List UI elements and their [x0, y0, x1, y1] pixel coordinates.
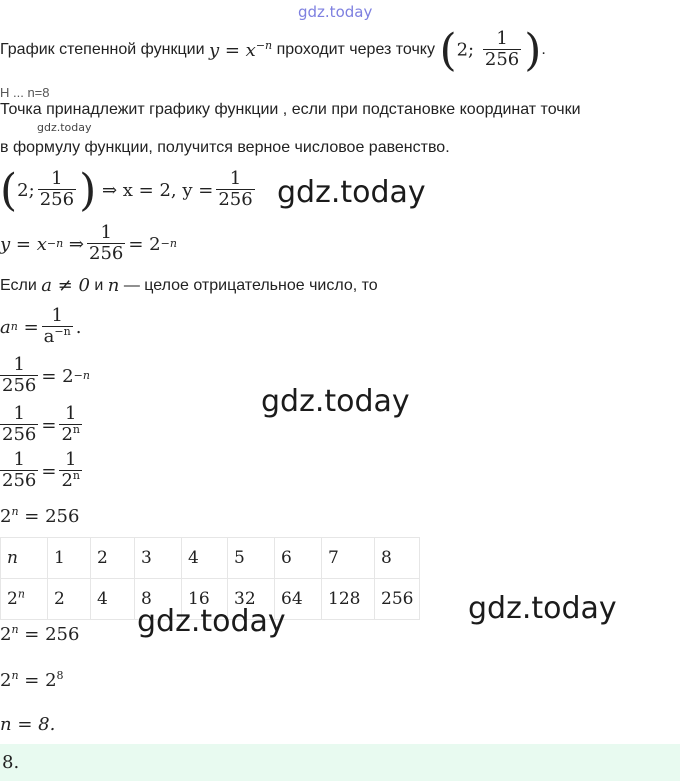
table-cell: 2 — [48, 579, 91, 620]
intro-line: График степенной функции $y = x^{-n}$ проходит через точку (2; $\frac{1}{256}$ ) . — [0, 24, 546, 76]
intro-point: (2; $\frac{1}{256}$ ) — [439, 24, 542, 76]
equation-7: n = 8. — [0, 714, 56, 735]
table-cell: 2 — [91, 538, 135, 579]
rule-formula: a n = $\frac{1}{a^{-n}}$ . — [0, 305, 82, 348]
condition-line: Если a ≠ 0 и n — целое отрицательное число, то — [0, 275, 378, 296]
table-cell: 8 — [135, 579, 182, 620]
watermark-2: gdz.today — [261, 384, 410, 419]
rule-line-1: Точка принадлежит графику функции , если при подстановке координат точки — [0, 101, 581, 118]
answer-box: 8. — [0, 744, 680, 781]
table-cell: 1 — [48, 538, 91, 579]
table-cell: 8 — [375, 538, 420, 579]
table-cell: 256 — [375, 579, 420, 620]
table-cell: n — [1, 538, 48, 579]
step-2: y = x −n ⇒ $\frac{1}{256}$ = 2 −n — [0, 222, 177, 265]
partial-line: Н ... n=8 — [0, 85, 50, 100]
step-1: ( 2; $\frac{1}{256}$ ) ⇒ x = 2, y = $\frac{1}{256}$ — [0, 164, 253, 216]
table-cell: 128 — [322, 579, 375, 620]
equation-1: $\frac{1}{256}$ = 2 −n — [2, 354, 90, 397]
watermark-1: gdz.today — [277, 175, 426, 210]
watermark-3: gdz.today — [468, 591, 617, 626]
table-cell: 6 — [275, 538, 322, 579]
equation-5: 2$^n$ = 256 — [0, 623, 80, 645]
table-cell: 7 — [322, 538, 375, 579]
table-row — [1, 538, 420, 579]
rule-line-2: в формулу функции, получится верное числовое равенство. — [0, 139, 450, 156]
intro-mid: проходит через точку — [276, 41, 435, 58]
equation-6: $2^n = 2^8$ — [0, 669, 64, 691]
watermark-4: gdz.today — [137, 604, 286, 639]
table-cell: 3 — [135, 538, 182, 579]
table-cell: 4 — [91, 579, 135, 620]
watermark-top: gdz.today — [298, 3, 373, 21]
intro-prefix: График степенной функции — [0, 41, 205, 58]
equation-4: 2$^n$ = 256 — [0, 505, 80, 527]
intro-function: $y = x^{-n}$ — [208, 38, 273, 61]
table-cell: 64 — [275, 579, 322, 620]
table-cell: 16 — [182, 579, 228, 620]
watermark-small: gdz.today — [37, 121, 92, 134]
table-cell: 5 — [228, 538, 275, 579]
table-cell: 4 — [182, 538, 228, 579]
equation-3: $\frac{1}{256}$ = $\frac{1}{2^n}$ — [2, 449, 80, 492]
table-cell: 2$^n$ — [1, 579, 48, 620]
table-cell: 32 — [228, 579, 275, 620]
equation-2: $\frac{1}{256}$ = $\frac{1}{2^n}$ — [2, 403, 80, 446]
